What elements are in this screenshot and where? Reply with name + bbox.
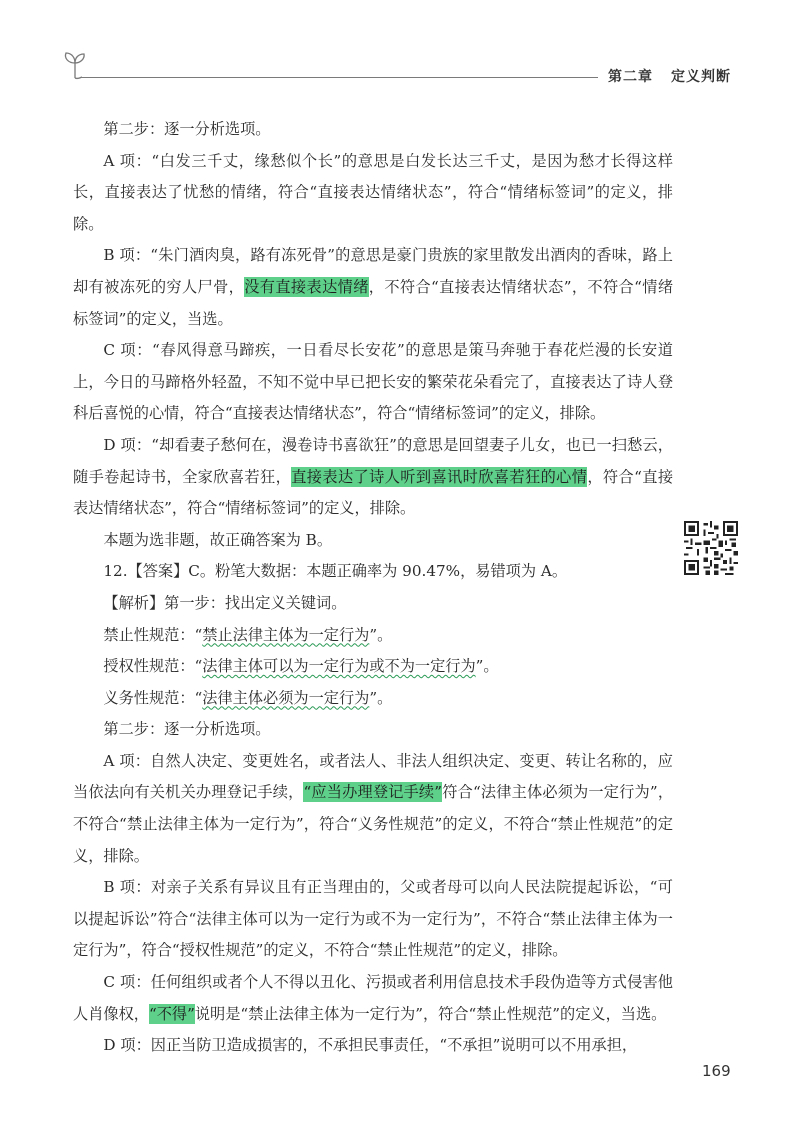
paragraph <box>73 1030 673 1062</box>
highlighted-text: 没有直接表达情绪 <box>244 277 369 296</box>
chapter-title <box>608 66 731 86</box>
text-segment: 义务性规范：“ <box>103 688 203 707</box>
text-segment: 说明是“禁止法律主体为一定行为”，符合“禁止性规范”的定义，当选。 <box>194 1004 667 1023</box>
chapter-number: 第二章 <box>608 69 653 85</box>
text-segment: ，不符合“直接表达情绪状态”，不符合“情绪标签词”的定义，当选。 <box>73 277 674 328</box>
text-segment: D 项：因正当防卫造成损害的，不承担民事责任，“不承担”说明可以不用承担， <box>103 1036 638 1055</box>
paragraph <box>73 683 673 715</box>
paragraph <box>73 620 673 652</box>
page-header <box>0 50 800 90</box>
text-segment: C 项：“春风得意马蹄疾，一日看尽长安花”的意思是策马奔驰于春花烂漫的长安道上，今日的马蹄格外轻盈，不知不觉中早已把长安的繁荣花朵看完了，直接表达了诗人登科后喜悦的心情，符合“直接表达情绪状态”，符合“情绪标签词”的定义，排除。 <box>73 341 673 423</box>
highlighted-text: 直接表达了诗人听到喜讯时欣喜若狂的心情 <box>291 467 588 486</box>
page-body <box>73 114 673 1062</box>
paragraph <box>73 525 673 557</box>
paragraph <box>73 746 673 872</box>
text-segment: A 项：自然人决定、变更姓名，或者法人、非法人组织决定、变更、转让名称的，应当依法向有关机关办理登记手续， <box>73 751 673 802</box>
header-rule <box>80 77 598 78</box>
paragraph <box>73 146 673 241</box>
text-segment: 授权性规范：“ <box>103 657 203 676</box>
paragraph <box>73 335 673 430</box>
text-segment: 本题为选非题，故正确答案为 B。 <box>103 530 333 549</box>
text-segment: C 项：任何组织或者个人不得以丑化、污损或者利用信息技术手段伪造等方式侵害他人肖像权， <box>73 973 673 1023</box>
sprout-icon <box>62 50 88 80</box>
section-title: 定义判断 <box>671 69 731 85</box>
highlighted-text: “不得” <box>148 1004 195 1023</box>
text-segment: ”。 <box>369 688 393 707</box>
paragraph <box>73 967 673 1030</box>
text-segment: 第二步：逐一分析选项。 <box>103 720 271 739</box>
text-segment: 符合“法律主体必须为一定行为”，不符合“禁止法律主体为一定行为”，符合“义务性规范”的定义，不符合“禁止性规范”的定义，排除。 <box>73 783 674 865</box>
paragraph <box>73 872 673 967</box>
qr-code-icon[interactable] <box>684 521 738 575</box>
page-number: 169 <box>702 1062 731 1080</box>
paragraph <box>73 430 673 525</box>
text-segment: 第二步：逐一分析选项。 <box>103 120 271 138</box>
underlined-keyword: 法律主体可以为一定行为或不为一定行为 <box>202 657 476 676</box>
text-segment: ”。 <box>475 657 499 676</box>
text-segment: D 项：“却看妻子愁何在，漫卷诗书喜欲狂”的意思是回望妻子儿女，也已一扫愁云，随手卷起诗书，全家欣喜若狂， <box>73 435 673 486</box>
paragraph <box>73 714 673 746</box>
paragraph <box>73 240 673 335</box>
text-segment: B 项：对亲子关系有异议且有正当理由的，父或者母可以向人民法院提起诉讼，“可以提起诉讼”符合“法律主体可以为一定行为或不为一定行为”，不符合“禁止法律主体为一定行为”，符合“授权性规范”的定义，不符合“禁止性规范”的定义，排除。 <box>73 878 673 960</box>
paragraph <box>73 114 673 146</box>
text-segment: ”。 <box>369 625 393 644</box>
underlined-keyword: 禁止法律主体为一定行为 <box>202 625 370 644</box>
text-segment: 12.【答案】C。粉笔大数据：本题正确率为 90.47%，易错项为 A。 <box>103 562 568 581</box>
paragraph <box>73 556 673 588</box>
text-segment: B 项：“朱门酒肉臭，路有冻死骨”的意思是豪门贵族的家里散发出酒肉的香味，路上却有被冻死的穷人尸骨， <box>73 246 673 296</box>
paragraph <box>73 651 673 683</box>
text-segment: 【解析】第一步：找出定义关键词。 <box>103 593 347 612</box>
highlighted-text: “应当办理登记手续” <box>303 783 443 802</box>
text-segment: 禁止性规范：“ <box>103 625 203 644</box>
text-segment: ，符合“直接表达情绪状态”，符合“情绪标签词”的定义，排除。 <box>73 467 674 518</box>
underlined-keyword: 法律主体必须为一定行为 <box>202 688 370 707</box>
text-segment: A 项：“白发三千丈，缘愁似个长”的意思是白发长达三千丈，是因为愁才长得这样长，直接表达了忧愁的情绪，符合“直接表达情绪状态”，符合“情绪标签词”的定义，排除。 <box>73 151 673 233</box>
paragraph <box>73 588 673 620</box>
